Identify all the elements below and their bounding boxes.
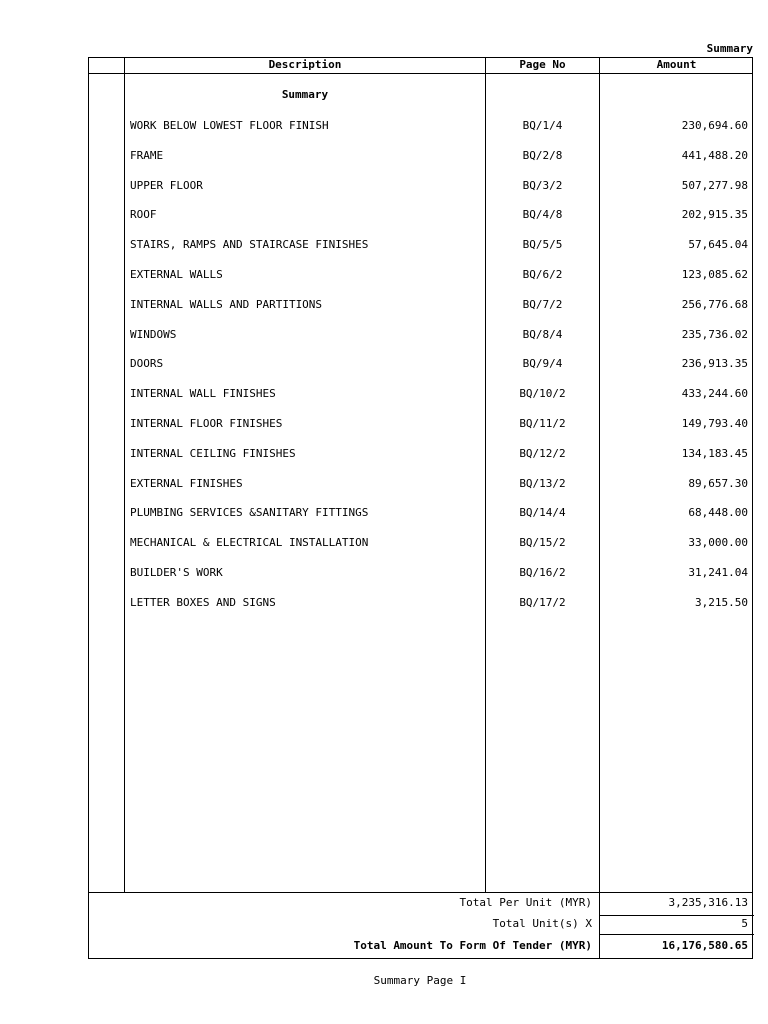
table-row <box>89 594 752 612</box>
table-row <box>89 504 752 522</box>
row-amount: 256,776.68 <box>681 297 748 311</box>
table-row <box>89 206 752 224</box>
row-amount: 3,215.50 <box>695 595 748 609</box>
row-description: EXTERNAL WALLS <box>130 268 223 281</box>
total-units-label: Total Unit(s) X <box>492 917 592 930</box>
row-description: INTERNAL FLOOR FINISHES <box>130 417 283 430</box>
table-row <box>89 326 752 344</box>
totals-divider <box>89 892 752 893</box>
column-header-page-no: Page No <box>519 58 566 71</box>
row-description: EXTERNAL FINISHES <box>130 476 243 490</box>
summary-table <box>88 57 753 959</box>
row-page-no: BQ/5/5 <box>522 238 563 252</box>
table-row <box>89 355 752 373</box>
row-description: WORK BELOW LOWEST FLOOR FINISH <box>130 119 329 132</box>
table-row <box>89 534 752 552</box>
row-description: INTERNAL WALL FINISHES <box>130 387 276 401</box>
row-description: BUILDER'S WORK <box>130 566 223 579</box>
table-row <box>89 296 752 314</box>
row-description: INTERNAL CEILING FINISHES <box>130 446 296 460</box>
table-row <box>89 147 752 165</box>
row-amount: 507,277.98 <box>681 178 748 192</box>
row-page-no: BQ/14/4 <box>519 506 566 520</box>
row-description: UPPER FLOOR <box>130 178 203 192</box>
row-description: STAIRS, RAMPS AND STAIRCASE FINISHES <box>130 238 369 252</box>
total-tender-row <box>89 937 752 955</box>
document-corner-title: Summary <box>706 42 753 55</box>
row-description: INTERNAL WALLS AND PARTITIONS <box>130 297 323 311</box>
row-amount: 123,085.62 <box>681 268 748 281</box>
page-footer: Summary Page I <box>373 974 467 987</box>
row-amount: 433,244.60 <box>681 387 748 401</box>
row-page-no: BQ/6/2 <box>522 268 563 281</box>
row-description: ROOF <box>130 208 157 222</box>
row-page-no: BQ/9/4 <box>522 357 563 371</box>
row-page-no: BQ/16/2 <box>519 566 566 579</box>
row-page-no: BQ/13/2 <box>519 476 566 490</box>
table-row <box>89 445 752 463</box>
total-per-unit-row <box>89 894 752 912</box>
total-units-row <box>89 915 752 933</box>
total-units-value: 5 <box>741 917 748 930</box>
table-row <box>89 564 752 582</box>
row-amount: 235,736.02 <box>681 327 748 341</box>
row-amount: 441,488.20 <box>681 148 748 162</box>
row-amount: 236,913.35 <box>681 357 748 371</box>
row-description: DOORS <box>130 357 164 371</box>
totals-box-left-border <box>599 893 600 959</box>
column-header-description: Description <box>268 58 342 71</box>
total-per-unit-label: Total Per Unit (MYR) <box>459 896 592 909</box>
row-page-no: BQ/12/2 <box>519 446 566 460</box>
row-page-no: BQ/2/8 <box>522 148 563 162</box>
row-amount: 149,793.40 <box>681 417 748 430</box>
row-amount: 202,915.35 <box>681 208 748 222</box>
row-page-no: BQ/4/8 <box>522 208 563 222</box>
totals-box-line <box>599 934 754 935</box>
row-description: FRAME <box>130 148 164 162</box>
row-page-no: BQ/3/2 <box>522 178 563 192</box>
table-row <box>89 385 752 403</box>
row-amount: 33,000.00 <box>688 536 748 550</box>
row-description: MECHANICAL & ELECTRICAL INSTALLATION <box>130 536 369 550</box>
row-amount: 57,645.04 <box>688 238 748 252</box>
row-page-no: BQ/10/2 <box>519 387 566 401</box>
total-tender-label: Total Amount To Form Of Tender (MYR) <box>353 939 592 952</box>
row-amount: 31,241.04 <box>688 566 748 579</box>
row-description: WINDOWS <box>130 327 177 341</box>
row-page-no: BQ/11/2 <box>519 417 566 430</box>
table-row <box>89 266 752 284</box>
header-divider <box>89 73 752 74</box>
row-page-no: BQ/8/4 <box>522 327 563 341</box>
row-amount: 68,448.00 <box>688 506 748 520</box>
row-amount: 230,694.60 <box>681 119 748 132</box>
row-page-no: BQ/7/2 <box>522 297 563 311</box>
row-amount: 89,657.30 <box>688 476 748 490</box>
table-row <box>89 177 752 195</box>
table-row <box>89 475 752 493</box>
row-description: PLUMBING SERVICES &SANITARY FITTINGS <box>130 506 369 520</box>
total-per-unit-value: 3,235,316.13 <box>668 896 748 909</box>
table-row <box>89 117 752 135</box>
section-heading: Summary <box>281 88 329 101</box>
row-amount: 134,183.45 <box>681 446 748 460</box>
row-page-no: BQ/17/2 <box>519 595 566 609</box>
table-row <box>89 236 752 254</box>
table-row <box>89 415 752 433</box>
column-header-amount: Amount <box>656 58 697 71</box>
row-description: LETTER BOXES AND SIGNS <box>130 595 276 609</box>
row-page-no: BQ/1/4 <box>522 119 563 132</box>
row-page-no: BQ/15/2 <box>519 536 566 550</box>
total-tender-value: 16,176,580.65 <box>661 939 748 952</box>
